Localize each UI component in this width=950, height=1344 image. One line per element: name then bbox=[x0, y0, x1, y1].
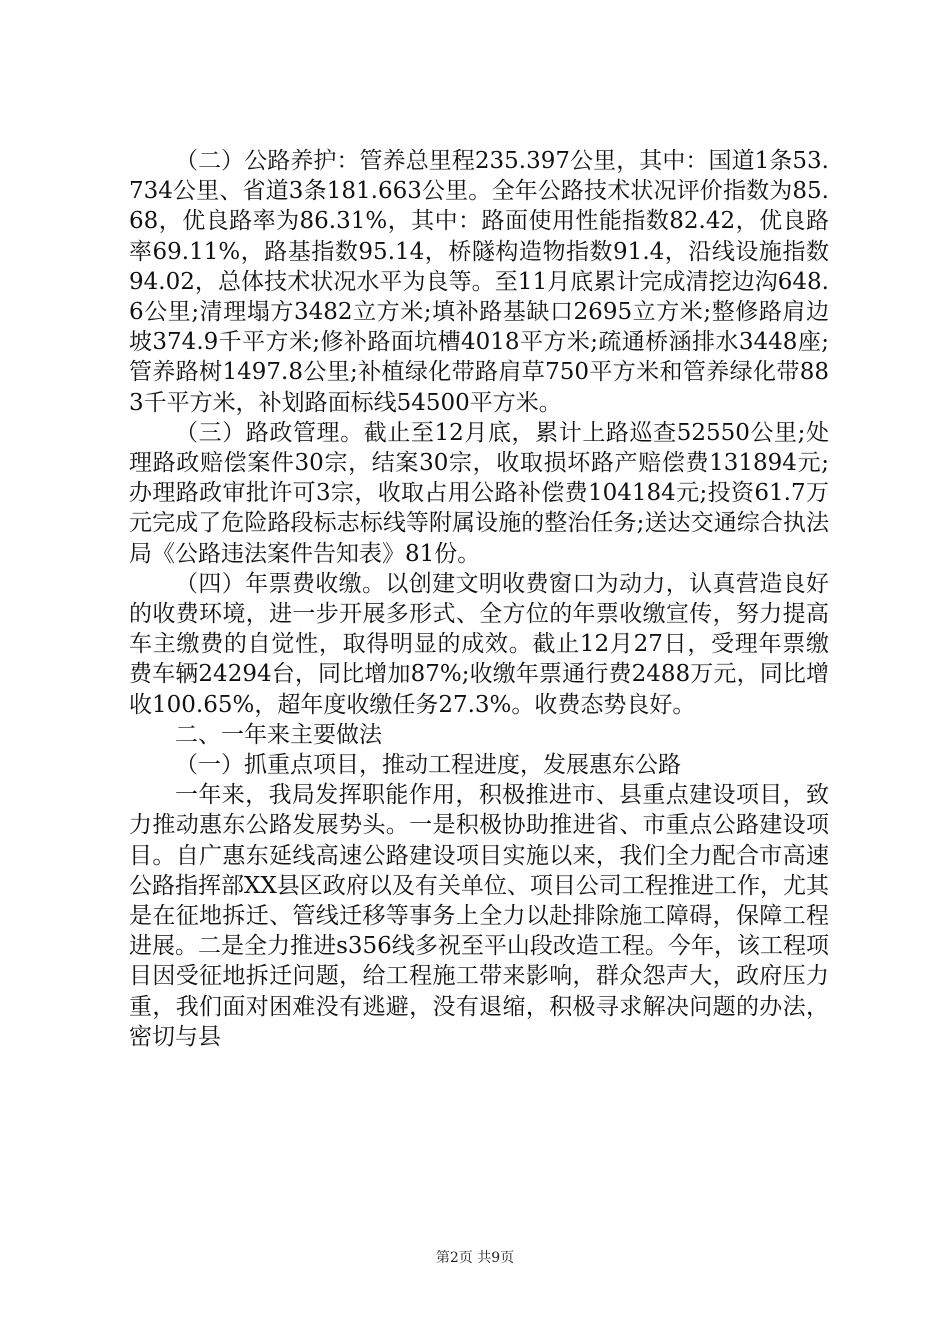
paragraph-road-administration: （三）路政管理。截止至12月底，累计上路巡查52550公里;处理路政赔偿案件30宗，结案30宗，收取损坏路产赔偿费131894元;办理路政审批许可3宗，收取占用公路补偿费104184元;投资61.7万元完成了危险路段标志标线等附属设施的整治任务;送达交通综合执法局《公路违法案件告知表》81份。 bbox=[129, 419, 829, 567]
document-body bbox=[129, 146, 829, 1052]
paragraph-key-projects: 一年来，我局发挥职能作用，积极推进市、县重点建设项目，致力推动惠东公路发展势头。一是积极协助推进省、市重点公路建设项目。自广惠东延线高速公路建设项目实施以来，我们全力配合市高速公路指挥部XX县区政府以及有关单位、项目公司工程推进工作，尤其是在征地拆迁、管线迁移等事务上全力以赴排除施工障碍，保障工程进展。二是全力推进s356线多祝至平山段改造工程。今年，该工程项目因受征地拆迁问题，给工程施工带来影响，群众怨声大，政府压力重，我们面对困难没有逃避，没有退缩，积极寻求解决问题的办法，密切与县 bbox=[129, 782, 829, 1050]
subsection-heading-key-projects: （一）抓重点项目，推动工程进度，发展惠东公路 bbox=[175, 752, 681, 779]
page-number-footer: 第2页 共9页 bbox=[435, 1250, 515, 1266]
paragraph-annual-ticket-fee: （四）年票费收缴。以创建文明收费窗口为动力，认真营造良好的收费环境，进一步开展多形式、全方位的年票收缴宣传，努力提高车主缴费的自觉性，取得明显的成效。截止12月27日，受理年票缴费车辆24294台，同比增加87%;收缴年票通行费2488万元，同比增收100.65%，超年度收缴任务27.3%。收费态势良好。 bbox=[129, 570, 829, 718]
paragraph-road-maintenance: （二）公路养护：管养总里程235.397公里，其中：国道1条53.734公里、省道3条181.663公里。全年公路技术状况评价指数为85.68，优良路率为86.31%，其中：路面使用性能指数82.42，优良路率69.11%，路基指数95.14，桥隧构造物指数91.4，沿线设施指数94.02，总体技术状况水平为良等。至11月底累计完成清挖边沟648.6公里;清理塌方3482立方米;填补路基缺口2695立方米;整修路肩边坡374.9千平方米;修补路面坑槽4018平方米;疏通桥涵排水3448座;管养路树1497.8公里;补植绿化带路肩草750平方米和管养绿化带883千平方米，补划路面标线54500平方米。 bbox=[129, 148, 829, 416]
section-heading-main-practices: 二、一年来主要做法 bbox=[175, 721, 382, 748]
